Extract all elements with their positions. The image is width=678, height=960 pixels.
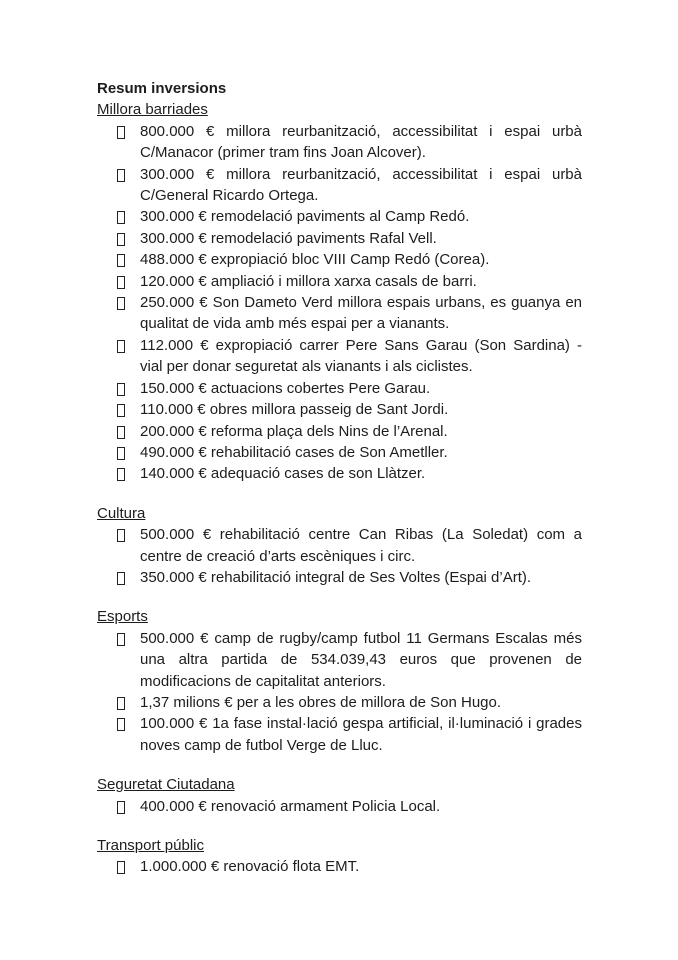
item-text: 800.000 € millora reurbanització, accessibilitat i espai urbà C/Manacor (primer tram fins Joan Alcover). [140,122,582,162]
missing-glyph-bullet-icon [117,404,125,417]
list-item [97,713,582,756]
item-text: 300.000 € remodelació paviments al Camp Redó. [140,208,470,226]
item-text: 488.000 € expropiació bloc VIII Camp Redó (Corea). [140,251,490,269]
list-item [97,524,582,567]
item-text: 140.000 € adequació cases de son Llàtzer. [140,465,426,483]
list-item [97,463,582,484]
item-text: 200.000 € reforma plaça dels Nins de l’Arenal. [140,422,448,440]
item-text: 150.000 € actuacions cobertes Pere Garau. [140,379,431,397]
missing-glyph-bullet-icon [117,340,125,353]
missing-glyph-bullet-icon [117,426,125,439]
section-transport-p-blic [97,835,582,878]
list-item [97,567,582,588]
page-title: Resum inversions [97,80,227,97]
section-cultura [97,503,582,589]
missing-glyph-bullet-icon [117,383,125,396]
missing-glyph-bullet-icon [117,126,125,139]
item-text: 300.000 € remodelació paviments Rafal Vell. [140,229,437,247]
item-text: 500.000 € rehabilitació centre Can Ribas (La Soledat) com a centre de creació d’arts escèniques i circ. [140,526,582,565]
missing-glyph-bullet-icon [117,447,125,460]
item-text: 400.000 € renovació armament Policia Local. [140,797,441,815]
item-text: 500.000 € camp de rugby/camp futbol 11 Germans Escalas més una altra partida de 534.039,43 euros que provenen de modificacions de capitalitat anteriors. [140,629,582,690]
section-millora-barriades [97,99,582,484]
list-item [97,442,582,463]
item-text: 112.000 € expropiació carrer Pere Sans Garau (Son Sardina) - vial per donar seguretat als vianants i als ciclistes. [140,336,582,376]
list-item [97,292,582,335]
missing-glyph-bullet-icon [117,529,125,542]
missing-glyph-bullet-icon [117,718,125,731]
item-list [97,628,582,756]
sections-container [97,99,582,877]
section-heading: Seguretat Ciutadana [97,776,235,794]
list-item [97,335,582,378]
list-item [97,271,582,292]
missing-glyph-bullet-icon [117,468,125,481]
item-list [97,856,582,877]
missing-glyph-bullet-icon [117,572,125,585]
missing-glyph-bullet-icon [117,861,125,874]
missing-glyph-bullet-icon [117,169,125,182]
list-item [97,692,582,713]
item-text: 100.000 € 1a fase instal·lació gespa artificial, il·luminació i grades noves camp de futbol Verge de Lluc. [140,715,582,754]
missing-glyph-bullet-icon [117,233,125,246]
list-item [97,628,582,692]
item-text: 120.000 € ampliació i millora xarxa casals de barri. [140,272,477,290]
missing-glyph-bullet-icon [117,276,125,289]
item-list [97,524,582,588]
item-text: 1,37 milions € per a les obres de millora de Son Hugo. [140,693,502,711]
missing-glyph-bullet-icon [117,297,125,310]
section-heading: Esports [97,608,148,626]
section-heading: Millora barriades [97,101,208,119]
list-item [97,796,582,817]
list-item [97,856,582,877]
item-text: 110.000 € obres millora passeig de Sant Jordi. [140,401,449,419]
item-text: 350.000 € rehabilitació integral de Ses Voltes (Espai d’Art). [140,568,532,586]
missing-glyph-bullet-icon [117,211,125,224]
section-heading: Transport públic [97,837,204,854]
document-page [97,78,582,878]
section-seguretat-ciutadana [97,774,582,817]
item-text: 1.000.000 € renovació flota EMT. [140,858,360,876]
list-item [97,121,582,164]
missing-glyph-bullet-icon [117,633,125,646]
list-item [97,249,582,270]
list-item [97,228,582,249]
missing-glyph-bullet-icon [117,801,125,814]
missing-glyph-bullet-icon [117,697,125,710]
list-item [97,164,582,207]
list-item [97,399,582,420]
item-text: 250.000 € Son Dameto Verd millora espais urbans, es guanya en qualitat de vida amb més espai per a vianants. [140,294,582,333]
item-list [97,796,582,817]
list-item [97,378,582,399]
section-esports [97,606,582,756]
list-item [97,421,582,442]
list-item [97,206,582,227]
missing-glyph-bullet-icon [117,254,125,267]
item-text: 300.000 € millora reurbanització, accessibilitat i espai urbà C/General Ricardo Ortega. [140,165,582,205]
item-text: 490.000 € rehabilitació cases de Son Ametller. [140,443,448,461]
section-heading: Cultura [97,504,146,522]
item-list [97,121,582,485]
